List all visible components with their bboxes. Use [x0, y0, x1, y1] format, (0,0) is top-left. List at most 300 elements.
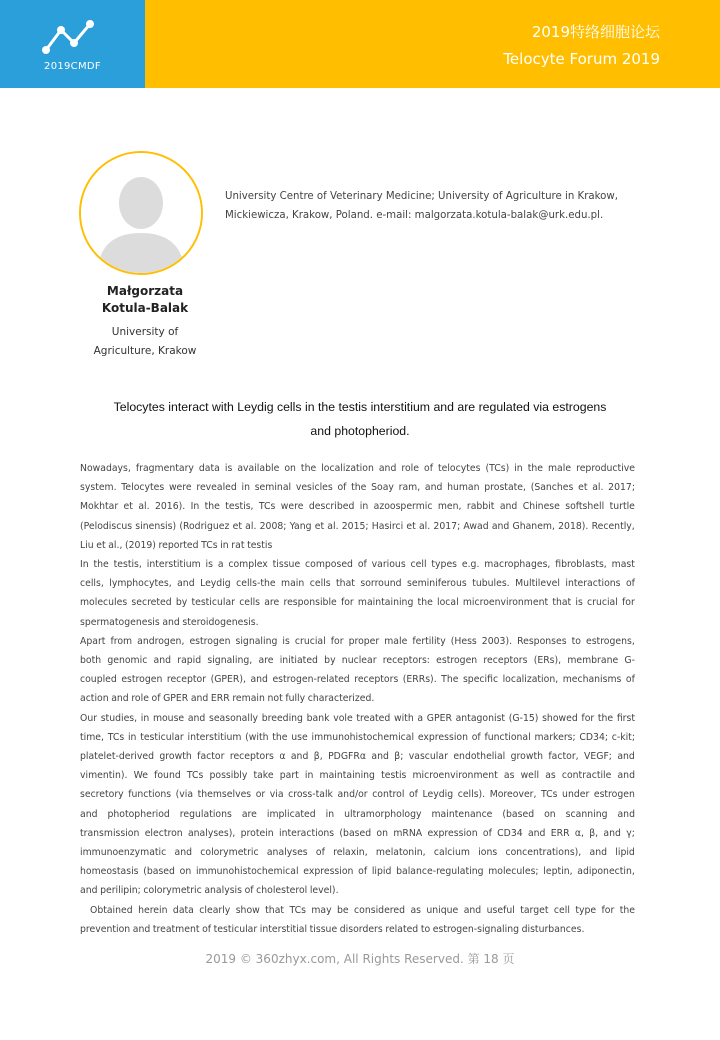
body-word: mast [611, 559, 635, 570]
body-word: testicular [213, 923, 258, 935]
body-word: of [482, 827, 492, 839]
body-word: and [80, 808, 98, 820]
body-word: found [154, 770, 181, 782]
body-word: al. [592, 482, 604, 494]
author-avatar [79, 151, 203, 275]
body-word: and [177, 578, 195, 590]
body-word: tissue [309, 923, 338, 935]
body-word: In [80, 559, 89, 570]
body-word: cells [309, 578, 331, 590]
body-word: The [441, 674, 459, 686]
body-word: al., [108, 539, 123, 551]
body-word: et [314, 520, 325, 532]
body-word: interstitium [187, 731, 242, 743]
body-word: localization, [502, 674, 559, 686]
body-word: Multilevel [515, 578, 560, 590]
body-word: (2019) [125, 539, 156, 551]
body-word: estrogen-related [272, 674, 350, 686]
body-word: electron [144, 827, 183, 839]
body-word: the [417, 597, 433, 609]
body-word: may [311, 904, 332, 916]
person-placeholder-icon [81, 153, 201, 273]
body-word: male [548, 463, 572, 474]
body-word: Our [80, 712, 98, 724]
body-word: is [575, 597, 583, 609]
body-word: et [578, 482, 588, 494]
body-word: or [255, 789, 266, 801]
body-word: that [265, 904, 285, 916]
body-word: (based [339, 827, 372, 839]
body-word: TCs [541, 789, 558, 801]
body-word: Recently, [591, 520, 635, 532]
body-word: and [527, 827, 546, 839]
body-word: on [544, 808, 556, 820]
body-word: testis [381, 770, 407, 782]
affiliation-line: Mickiewicza, Krakow, Poland. e-mail: malgorzata.kotula-balak@urk.edu.pl. [225, 210, 604, 221]
body-word: on [376, 827, 389, 839]
body-word: related [385, 923, 419, 935]
body-word: of [202, 923, 212, 935]
body-word: et [123, 501, 133, 513]
body-word: receptor [166, 674, 207, 686]
body-word: fertility [412, 635, 446, 647]
body-word: lipid [615, 847, 635, 858]
body-word: and [162, 616, 180, 628]
body-word: (G-15) [508, 712, 539, 724]
body-word: and [463, 904, 482, 916]
body-word: of [625, 578, 635, 590]
body-word: ions [478, 847, 498, 858]
body-word: (based [143, 866, 175, 878]
body-word: softshell [565, 501, 605, 513]
body-word: and [153, 655, 172, 666]
body-word: analyses), [187, 827, 236, 839]
body-word: receptors [229, 751, 274, 762]
body-text-line [80, 770, 635, 789]
body-word: male [384, 635, 408, 647]
body-word: immunohistochemical [195, 866, 299, 878]
body-word: receptors [354, 674, 399, 686]
body-word: showed [542, 712, 578, 724]
body-word: data [198, 463, 220, 474]
body-word: mouse [152, 712, 185, 724]
body-word: lipid [371, 866, 392, 878]
body-word: TCs [107, 731, 125, 743]
body-word: to [420, 923, 431, 935]
body-word: with [393, 712, 414, 724]
line-chart-logo-icon [38, 16, 98, 58]
body-word: Hasirci [371, 520, 404, 532]
body-word: men, [437, 501, 462, 513]
body-word: the [619, 904, 635, 916]
body-word: and [132, 923, 151, 935]
body-word: ERR [210, 693, 230, 705]
body-word: In [190, 501, 200, 513]
body-word: melatonin, [375, 847, 426, 858]
body-word: revealed [196, 482, 237, 494]
body-word: human [447, 482, 480, 494]
body-word: TCs [289, 904, 306, 916]
body-word: spermatogenesis [80, 616, 160, 628]
body-word: in [220, 539, 229, 551]
body-word: as [503, 770, 515, 782]
body-word: receptors [483, 655, 528, 666]
body-word: estrogen [436, 655, 478, 666]
body-word: (ERRs). [402, 674, 437, 686]
body-word: part [279, 770, 299, 782]
body-word: testicular [191, 597, 235, 609]
body-word: α [279, 751, 286, 762]
body-word: sinensis) [135, 520, 177, 532]
body-word: and [250, 674, 268, 686]
body-word: target [520, 904, 549, 916]
body-word: 2015; [341, 520, 369, 532]
body-word: testis [247, 539, 273, 551]
body-word: implicated [266, 808, 316, 820]
body-word: et [96, 539, 106, 551]
body-word: Leydig [200, 578, 231, 590]
body-text-line [80, 655, 635, 674]
body-text-line [80, 732, 635, 751]
body-word: molecules [80, 597, 128, 609]
body-word: vole [333, 712, 353, 724]
body-word: the [272, 731, 288, 743]
body-word: Nowadays, [80, 463, 131, 474]
body-word: reported [158, 539, 199, 551]
body-word: nuclear [341, 655, 377, 666]
body-text-line [80, 885, 635, 904]
body-word: al. [418, 520, 431, 532]
body-word: G- [624, 655, 635, 666]
body-word: analyses [266, 847, 308, 858]
body-word: and [187, 712, 206, 724]
body-word: of [337, 482, 347, 494]
body-word: of [357, 559, 367, 570]
body-word: signaling [235, 635, 278, 647]
body-word: macrophages, [484, 559, 551, 570]
body-text-line [80, 751, 635, 770]
body-word: and [491, 520, 510, 532]
body-word: mRNA [393, 827, 423, 839]
body-word: studies, [100, 712, 138, 724]
body-word: regulations [179, 808, 232, 820]
body-word: local [437, 597, 459, 609]
body-word: were [168, 482, 192, 494]
body-word: breeding [261, 712, 303, 724]
body-word: CD34; [579, 731, 608, 743]
body-text-line [80, 693, 635, 712]
body-word: treated [356, 712, 391, 724]
body-word: of [151, 693, 161, 705]
body-word: is [205, 559, 213, 570]
body-word: of [625, 674, 635, 686]
body-text-line [80, 866, 635, 885]
header-bar [0, 0, 720, 88]
body-word: VEGF; [584, 751, 612, 762]
body-text-line [80, 847, 635, 866]
body-word: coupled [80, 674, 117, 686]
author-institution-line: Agriculture, Krakow [93, 345, 197, 357]
body-word: expression [427, 827, 478, 839]
body-word: receptors: [382, 655, 430, 666]
body-word: concentrations), [505, 847, 582, 858]
body-word: role [401, 463, 419, 474]
body-word: specific [462, 674, 499, 686]
body-word: TCs [258, 501, 276, 513]
body-word: characterized. [307, 693, 375, 705]
body-word: testis, [225, 501, 254, 513]
body-word: androgen, [137, 635, 185, 647]
body-word: and [617, 808, 635, 820]
body-word: from [110, 635, 133, 647]
body-word: 2008; [259, 520, 287, 532]
body-word: e.g. [461, 559, 480, 570]
body-word: cell [410, 559, 427, 570]
body-word: not [267, 693, 283, 705]
body-word: and [617, 751, 635, 762]
body-word: γ; [626, 827, 635, 839]
body-word: platelet-derived [80, 751, 154, 762]
body-word: microenvironment [462, 597, 549, 609]
body-word: type [575, 904, 597, 916]
body-word: control [372, 789, 405, 801]
body-word: complex [228, 559, 268, 570]
body-word: β; [394, 751, 404, 762]
body-word: crucial [294, 635, 326, 647]
body-word: crucial [587, 597, 618, 609]
body-word: role [131, 693, 149, 705]
body-word: in [140, 712, 150, 724]
body-word: telocytes [437, 463, 481, 474]
body-text-line [80, 617, 635, 636]
body-word: unique [426, 904, 459, 916]
body-word: maintaining [357, 597, 414, 609]
body-word: data [172, 904, 194, 916]
body-word: clearly [199, 904, 231, 916]
body-word: localization [321, 463, 374, 474]
body-text-line [90, 905, 635, 924]
body-word: (TCs) [485, 463, 510, 474]
body-word: al. [138, 501, 150, 513]
body-word: al. [245, 520, 257, 532]
body-word: rat [231, 539, 245, 551]
body-word: and [603, 827, 621, 839]
body-word: of [244, 885, 254, 897]
body-word: composed [305, 559, 353, 570]
body-word: Yang [289, 520, 312, 532]
body-word: by [324, 655, 336, 666]
body-word: and [499, 501, 518, 513]
body-word: tubules. [472, 578, 510, 590]
body-text-line [80, 636, 635, 655]
body-word: turtle [609, 501, 635, 513]
body-word: Telocytes [121, 482, 165, 494]
body-text-line [80, 463, 635, 482]
body-word: PDGFRα [328, 751, 366, 762]
body-word: Chinese [522, 501, 560, 513]
body-word: steroidogenesis. [182, 616, 259, 628]
body-word: in [304, 770, 314, 782]
body-word: analysis [204, 885, 242, 897]
body-word: interstitial [259, 923, 308, 935]
forum-logo[interactable] [0, 0, 145, 88]
body-word: and [378, 463, 397, 474]
body-word: a [217, 559, 224, 570]
body-word: Soay [371, 482, 394, 494]
body-word: disorders [339, 923, 383, 935]
body-word: signaling, [207, 655, 253, 666]
body-word: immunoenzymatic [80, 847, 167, 858]
body-word: sorround [360, 578, 402, 590]
body-word: 2003). [481, 635, 513, 647]
body-word: homeostasis [80, 866, 139, 878]
body-word: in [325, 808, 335, 820]
body-word: vesicles [295, 482, 333, 494]
body-word: estrogen [593, 789, 635, 801]
body-word: maintenance [431, 808, 493, 820]
body-word: take [253, 770, 274, 782]
body-text-line [80, 809, 635, 828]
article-title-line: Telocytes interact with Leydig cells in the testis interstitium and are regulated via estrogens [113, 400, 607, 414]
body-word: Mokhtar [80, 501, 119, 513]
body-word: (with [245, 731, 269, 743]
page-footer: 2019 © 360zhyx.com, All Rights Reserved. 第 18 页 [205, 952, 515, 966]
body-word: use [291, 731, 308, 743]
body-word: (ERs), [533, 655, 562, 666]
body-word: lymphocytes, [109, 578, 172, 590]
body-text-line [80, 924, 635, 943]
body-word: (GPER), [210, 674, 246, 686]
body-word: the [351, 482, 367, 494]
body-word: for [330, 635, 344, 647]
body-word: CD34 [497, 827, 523, 839]
body-word: c-kit; [611, 731, 635, 743]
body-word: cells-the [236, 578, 276, 590]
body-text-line [80, 482, 635, 501]
body-word: molecules; [488, 866, 539, 878]
forum-title-en: Telocyte Forum 2019 [503, 50, 660, 68]
body-word: prostate, [484, 482, 526, 494]
body-word: interactions [279, 827, 335, 839]
body-word: maintaining [319, 770, 375, 782]
body-word: (via [175, 789, 194, 801]
body-word: in [514, 463, 523, 474]
body-word: on [284, 463, 296, 474]
body-word: (Pelodiscus [80, 520, 133, 532]
body-word: and [111, 693, 129, 705]
body-word: functions [128, 789, 172, 801]
body-word: of [408, 789, 418, 801]
body-word: relaxin, [333, 847, 368, 858]
body-word: antagonist [455, 712, 506, 724]
body-word: estrogen-signaling [432, 923, 520, 935]
body-word: tissue [272, 559, 301, 570]
body-word: for [340, 597, 354, 609]
body-word: show [235, 904, 260, 916]
body-word: rapid [177, 655, 202, 666]
body-word: endothelial [453, 751, 506, 762]
body-word: remain [232, 693, 265, 705]
body-word: are [258, 655, 274, 666]
body-word: to [571, 635, 581, 647]
body-word: β, [313, 751, 323, 762]
body-word: et [232, 520, 242, 532]
body-word: described [308, 501, 355, 513]
body-word: calcium [433, 847, 470, 858]
body-word: well [520, 770, 540, 782]
body-word: interstitium [146, 559, 201, 570]
body-word: GPER [163, 693, 189, 705]
body-word: considered [354, 904, 406, 916]
body-word: of [424, 463, 433, 474]
body-word: seasonally [208, 712, 259, 724]
body-word: and [290, 751, 309, 762]
body-text-line [80, 559, 635, 578]
body-word: testis, [113, 559, 142, 570]
body-word: β, [589, 827, 599, 839]
body-word: perilipin; [100, 885, 141, 897]
body-word: bank [306, 712, 330, 724]
body-word: is [282, 635, 290, 647]
body-word: of [358, 866, 368, 878]
body-word: for [601, 904, 615, 916]
body-word: via [269, 789, 284, 801]
article-title-line: and photopheriod. [310, 424, 410, 438]
body-word: of [471, 731, 481, 743]
body-word: the [93, 559, 109, 570]
body-word: GPER [426, 712, 452, 724]
body-word: Responses [517, 635, 567, 647]
body-word: under [562, 789, 590, 801]
body-text-line [80, 828, 635, 847]
body-word: various [371, 559, 406, 570]
body-word: are [264, 597, 280, 609]
body-word: disturbances. [521, 923, 585, 935]
body-word: Awad [463, 520, 489, 532]
body-word: is [224, 463, 233, 474]
body-word: and [371, 751, 389, 762]
body-word: Apart [80, 635, 106, 647]
body-word: cells, [80, 578, 104, 590]
body-word: the [300, 463, 317, 474]
author-institution-line: University of [111, 326, 179, 338]
body-word: Moreover, [489, 789, 537, 801]
body-word: al. [327, 520, 339, 532]
body-word: that [336, 578, 355, 590]
body-word: seminal [254, 482, 292, 494]
body-word: and/or [337, 789, 368, 801]
forum-title-cn: 2019特络细胞论坛 [531, 23, 660, 41]
body-word: 2017; [608, 482, 635, 494]
body-word: estrogens, [585, 635, 635, 647]
body-word: proper [348, 635, 380, 647]
body-word: (Sanches [530, 482, 574, 494]
body-word: level). [309, 885, 339, 897]
body-word: system. [80, 482, 117, 494]
body-word: Obtained [90, 904, 133, 916]
body-word: mechanisms [562, 674, 622, 686]
body-word: et [406, 520, 416, 532]
body-text-line [80, 713, 635, 732]
body-word: cells). [457, 789, 486, 801]
body-word: TCs [201, 539, 218, 551]
body-word: photopheriod [107, 808, 170, 820]
body-word: be [337, 904, 349, 916]
body-word: secreted [131, 597, 172, 609]
body-word: (Rodriguez [179, 520, 230, 532]
body-word: markers; [534, 731, 576, 743]
body-word: in [359, 501, 369, 513]
